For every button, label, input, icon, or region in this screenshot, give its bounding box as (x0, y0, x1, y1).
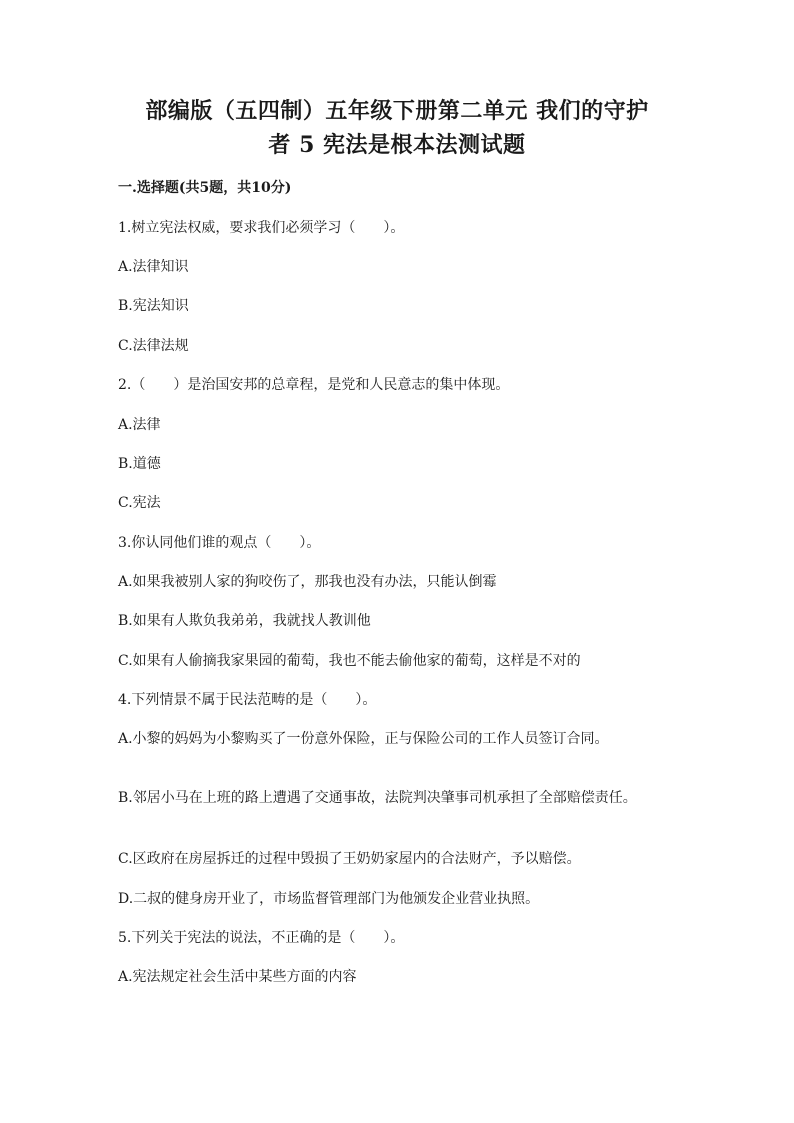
question-2-option-b: B.道德 (118, 456, 161, 472)
question-3-option-c: C.如果有人偷摘我家果园的葡萄，我也不能去偷他家的葡萄，这样是不对的 (118, 653, 581, 669)
question-5-option-a: A.宪法规定社会生活中某些方面的内容 (118, 969, 357, 985)
question-1-option-a: A.法律知识 (118, 259, 189, 275)
question-4-option-a: A.小黎的妈妈为小黎购买了一份意外保险，正与保险公司的工作人员签订合同。 (118, 731, 609, 747)
question-4-option-c: C.区政府在房屋拆迁的过程中毁损了王奶奶家屋内的合法财产，予以赔偿。 (118, 851, 581, 867)
document-title-line-1: 部编版（五四制）五年级下册第二单元 我们的守护 (145, 98, 649, 124)
question-4-stem: 4.下列情景不属于民法范畴的是（ ）。 (118, 692, 377, 708)
question-1-stem: 1.树立宪法权威，要求我们必须学习（ ）。 (118, 220, 405, 236)
question-3-option-b: B.如果有人欺负我弟弟，我就找人教训他 (118, 613, 371, 629)
document-title-line-2: 者 5 宪法是根本法测试题 (268, 132, 526, 158)
question-4-option-d: D.二叔的健身房开业了，市场监督管理部门为他颁发企业营业执照。 (118, 891, 540, 907)
question-2-stem: 2.（ ）是治国安邦的总章程，是党和人民意志的集中体现。 (118, 377, 510, 393)
question-2-option-a: A.法律 (118, 417, 161, 433)
question-5-stem: 5.下列关于宪法的说法，不正确的是（ ）。 (118, 930, 405, 946)
question-3-stem: 3.你认同他们谁的观点（ ）。 (118, 535, 321, 551)
question-1-option-c: C.法律法规 (118, 338, 189, 354)
section-heading: 一.选择题(共5题，共10分) (118, 180, 292, 196)
question-1-option-b: B.宪法知识 (118, 298, 189, 314)
question-3-option-a: A.如果我被别人家的狗咬伤了，那我也没有办法，只能认倒霉 (118, 574, 497, 590)
question-4-option-b: B.邻居小马在上班的路上遭遇了交通事故，法院判决肇事司机承担了全部赔偿责任。 (118, 790, 637, 806)
question-2-option-c: C.宪法 (118, 495, 161, 511)
